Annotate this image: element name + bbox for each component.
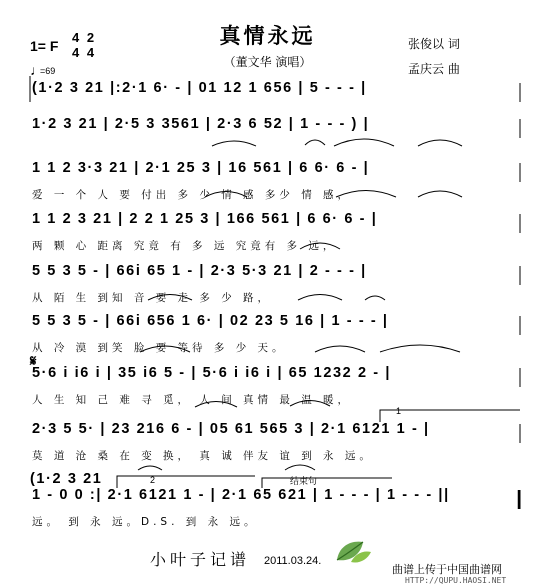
key-signature: 1= F [30, 38, 59, 54]
time-signature-top: 4 2 [72, 30, 97, 45]
lyric-row: 爱 一 个 人 要 付出 多 少 情 感 多少 情 感， [32, 189, 353, 201]
ending-1-label: 1 [396, 406, 402, 416]
notation-row: (1·2 3 21 |:2·1 6· - | 01 12 1 656 | 5 - - - | [32, 80, 367, 96]
tempo-marking: =69 [40, 66, 56, 76]
ending-2-label: 2 [150, 475, 156, 485]
lyric-row: 莫 道 沧 桑 在 变 换， 真 诚 伴友 谊 到 永 远。 [32, 450, 374, 462]
note-icon: ♩ [30, 62, 44, 78]
notation-row: 5 5 3 5 - | 66i 65 1 - | 2·3 5·3 21 | 2 - - - | [32, 263, 367, 279]
song-subtitle: （董文华 演唱） [223, 55, 312, 69]
composer-credit: 孟庆云 曲 [408, 62, 460, 76]
lyricist-credit: 张俊以 词 [408, 37, 460, 51]
segno-icon: 𝄋 [30, 352, 37, 370]
lyric-row: 从 陌 生 到知 音 要 走 多 少 路， [32, 292, 273, 304]
transcriber-signature: 小叶子记谱 [150, 550, 251, 569]
notation-row: 5·6 i i6 i | 35 i6 5 - | 5·6 i i6 i | 65 1232 2 - | [32, 365, 391, 381]
notation-row: 5 5 3 5 - | 66i 656 1 6· | 02 23 5 16 | 1 - - - | [32, 313, 389, 329]
lyric-row: 从 冷 漠 到笑 脸 要 等待 多 少 天。 [32, 342, 287, 354]
song-title: 真情永远 [219, 24, 316, 48]
lyric-row: 两 颗 心 距离 究竟 有 多 远 究竟有 多 远， [32, 240, 338, 252]
site-name: 曲谱上传于中国曲谱网 [392, 563, 502, 576]
lyric-row: 人 生 知 己 难 寻 觅， 人 间 真情 最 温 暖， [32, 394, 353, 406]
notation-row: 1 - 0 0 :| 2·1 6121 1 - | 2·1 65 621 | 1 - - - | 1 - - - || [32, 487, 450, 503]
notation-row: 1·2 3 21 | 2·5 3 3561 | 2·3 6 52 | 1 - - - ) | [32, 116, 370, 132]
lyric-row: 远。 到 永 远。D.S. 到 永 远。 [32, 516, 259, 528]
time-signature-bottom: 4 4 [72, 45, 97, 60]
notation-row: 2·3 5 5· | 23 216 6 - | 05 61 565 3 | 2·1 6121 1 - | [32, 421, 430, 437]
transcription-date: 2011.03.24. [264, 555, 322, 567]
notation-row: 1 1 2 3·3 21 | 2·1 25 3 | 16 561 | 6 6· 6 - | [32, 160, 370, 176]
pickup-notes: (1·2 3 21 [30, 471, 103, 487]
notation-row: 1 1 2 3 21 | 2 2 1 25 3 | 166 561 | 6 6· 6 - | [32, 211, 378, 227]
site-url: HTTP://QUPU.HAOSI.NET [405, 576, 507, 585]
coda-label: 结束句 [290, 477, 318, 487]
